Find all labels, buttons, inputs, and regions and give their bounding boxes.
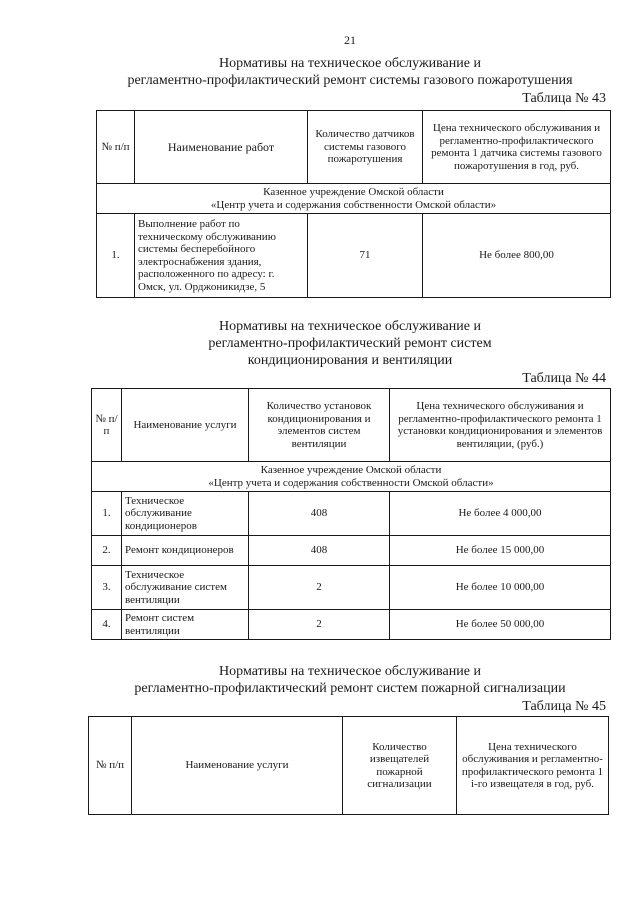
org-line-2: «Центр учета и содержания собственности Омской области» xyxy=(210,198,497,211)
header-price: Цена технического обслуживания и регламентно-профилактического ремонта 1 i-го извещателя в год, руб. xyxy=(457,717,609,815)
org-row xyxy=(92,462,611,492)
section-44-heading-line-1: Нормативы на техническое обслуживание и xyxy=(219,319,481,334)
table-header-row xyxy=(89,717,609,815)
row-price: Не более 15 000,00 xyxy=(390,536,611,566)
header-price: Цена технического обслуживания и регламентно-профилактического ремонта 1 установки кондиционирования и элементов вентиляции, (руб.) xyxy=(390,389,611,462)
table-45-label: Таблица № 45 xyxy=(522,699,606,714)
org-line-1: Казенное учреждение Омской области xyxy=(260,463,442,476)
row-price: Не более 10 000,00 xyxy=(390,566,611,610)
table-row xyxy=(92,566,611,610)
org-line-2: «Центр учета и содержания собственности Омской области» xyxy=(208,476,494,489)
table-header-row xyxy=(97,111,611,184)
row-name: Ремонт кондиционеров xyxy=(122,536,249,566)
row-name: Выполнение работ по техническому обслуживанию системы бесперебойного электроснабжения здания, расположенного по адресу: г. Омск, ул. Орджоникидзе, 5 xyxy=(135,214,308,298)
row-num: 1. xyxy=(92,492,122,536)
org-line-1: Казенное учреждение Омской области xyxy=(263,185,444,198)
row-num: 3. xyxy=(92,566,122,610)
row-price: Не более 4 000,00 xyxy=(390,492,611,536)
row-name: Техническое обслуживание систем вентиляции xyxy=(122,566,249,610)
header-qty: Количество извещателей пожарной сигнализации xyxy=(343,717,457,815)
row-qty: 408 xyxy=(249,536,390,566)
row-name: Техническое обслуживание кондиционеров xyxy=(122,492,249,536)
row-num: 1. xyxy=(97,214,135,298)
org-cell xyxy=(97,184,611,214)
row-qty: 408 xyxy=(249,492,390,536)
org-cell xyxy=(92,462,611,492)
section-45-heading-line-1: Нормативы на техническое обслуживание и xyxy=(219,664,481,679)
header-qty: Количество установок кондиционирования и элементов систем вентиляции xyxy=(249,389,390,462)
section-43-heading-line-2: регламентно-профилактический ремонт системы газового пожаротушения xyxy=(127,73,573,88)
table-row xyxy=(97,214,611,298)
header-qty: Количество датчиков системы газового пожаротушения xyxy=(308,111,423,184)
header-num: № п/п xyxy=(92,389,122,462)
section-44-heading-line-2: регламентно-профилактический ремонт систем xyxy=(208,336,492,351)
row-qty: 2 xyxy=(249,566,390,610)
table-45 xyxy=(88,716,609,815)
row-price: Не более 50 000,00 xyxy=(390,610,611,640)
table-44-label: Таблица № 44 xyxy=(522,371,606,386)
header-num: № п/п xyxy=(89,717,132,815)
header-num: № п/п xyxy=(97,111,135,184)
header-price: Цена технического обслуживания и регламентно-профилактического ремонта 1 датчика системы газового пожаротушения в год, руб. xyxy=(423,111,611,184)
row-name: Ремонт систем вентиляции xyxy=(122,610,249,640)
table-header-row xyxy=(92,389,611,462)
section-43-heading-line-1: Нормативы на техническое обслуживание и xyxy=(219,56,481,71)
header-name: Наименование услуги xyxy=(122,389,249,462)
row-qty: 71 xyxy=(308,214,423,298)
table-row xyxy=(92,610,611,640)
table-row xyxy=(92,492,611,536)
header-name: Наименование работ xyxy=(135,111,308,184)
row-num: 4. xyxy=(92,610,122,640)
row-num: 2. xyxy=(92,536,122,566)
page-number: 21 xyxy=(344,33,356,47)
table-43 xyxy=(96,110,611,298)
section-45-heading-line-2: регламентно-профилактический ремонт систем пожарной сигнализации xyxy=(134,681,566,696)
row-qty: 2 xyxy=(249,610,390,640)
org-row xyxy=(97,184,611,214)
header-name: Наименование услуги xyxy=(132,717,343,815)
table-43-label: Таблица № 43 xyxy=(522,91,606,106)
table-44 xyxy=(91,388,611,640)
row-price: Не более 800,00 xyxy=(423,214,611,298)
section-44-heading-line-3: кондиционирования и вентиляции xyxy=(247,353,453,368)
table-row xyxy=(92,536,611,566)
